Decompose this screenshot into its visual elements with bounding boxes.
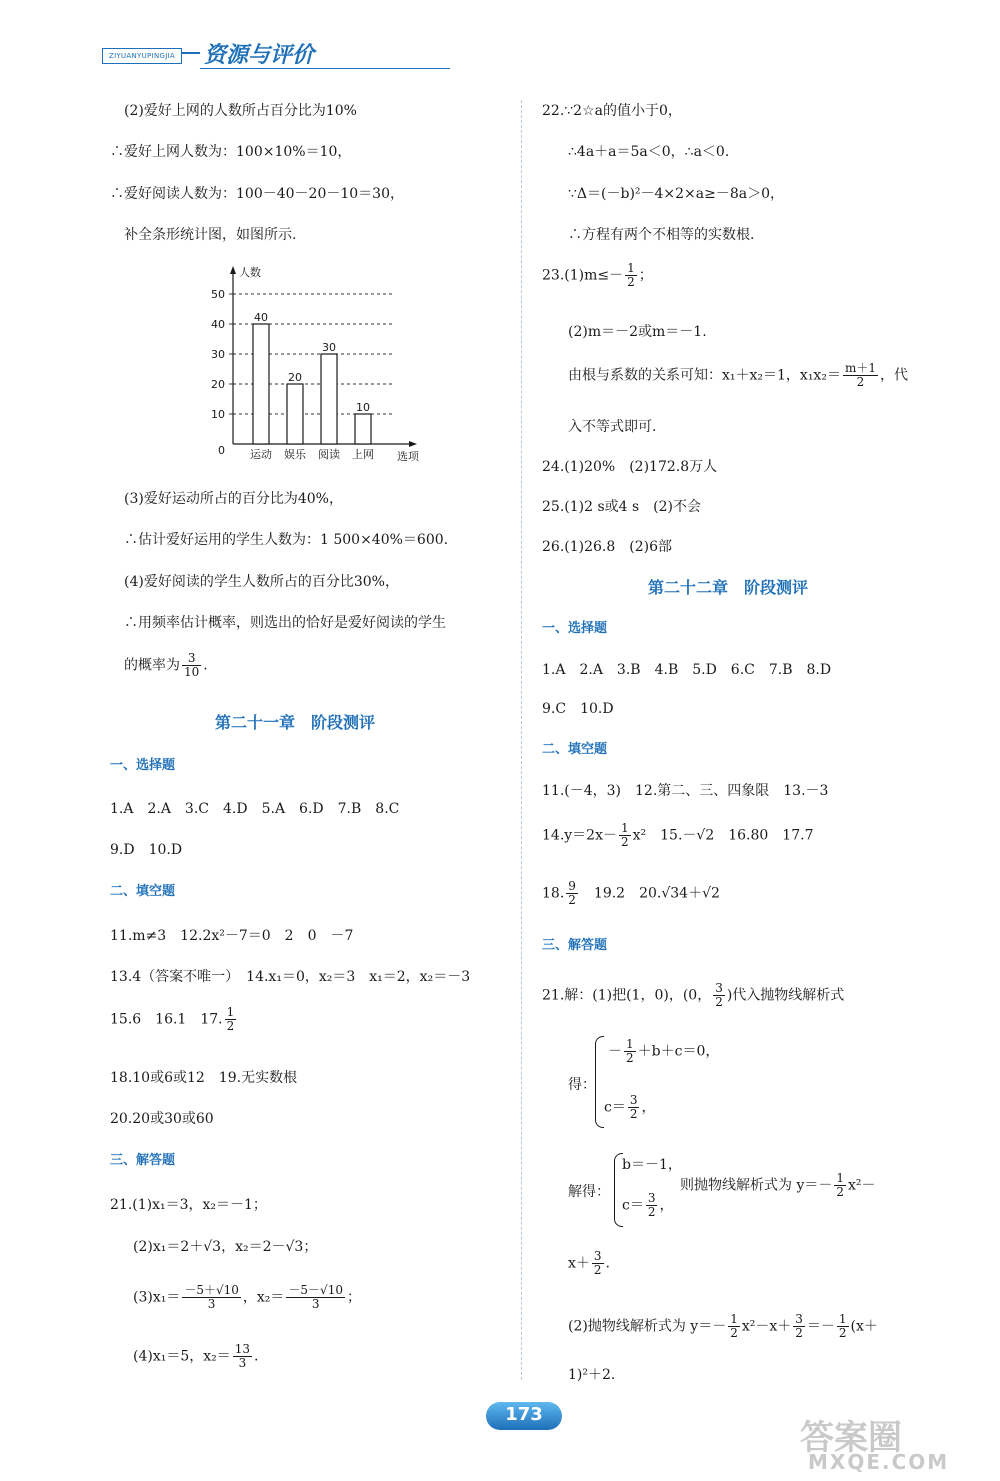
- frac-den: 2: [856, 375, 865, 390]
- frac-num: －5＋√10: [184, 1283, 239, 1297]
- prob-suffix: .: [203, 657, 208, 674]
- eq-suffix: ＋b＋c＝0，: [637, 1043, 720, 1060]
- frac-num: 9: [568, 879, 576, 893]
- header-tag: ZIYUANYUPINGJIA: [102, 48, 182, 64]
- section-choice: 一、选择题: [542, 621, 608, 636]
- probability-line: [124, 652, 208, 679]
- q2-suffix: (x＋: [850, 1318, 878, 1335]
- fraction: [625, 262, 637, 289]
- y-tick-label: 0: [218, 444, 225, 457]
- category-label: 娱乐: [284, 448, 306, 461]
- answer-line: 11.m≠3 12.2x²－7＝0 2 0 －7: [110, 928, 354, 944]
- fraction: [619, 822, 631, 849]
- frac-den: 2: [795, 1326, 803, 1341]
- section-choice: 一、选择题: [110, 758, 176, 773]
- data-label: 40: [254, 311, 268, 324]
- q4-suffix: .: [254, 1348, 259, 1365]
- frac-den: 3: [207, 1297, 216, 1312]
- header-title: 资源与评价: [204, 43, 315, 68]
- answer-line: ∴4a＋a＝5a＜0，∴a＜0.: [568, 144, 730, 160]
- text-line: ∴爱好上网人数为：100×10%＝10，: [110, 144, 352, 160]
- answer-line: [110, 1006, 238, 1033]
- q2-prefix: (2)抛物线解析式为 y＝－: [568, 1318, 727, 1335]
- page-number: 173: [505, 1404, 543, 1425]
- equation-line: [680, 1172, 876, 1199]
- answer-line: 1.A 2.A 3.B 4.B 5.D 6.C 7.B 8.D: [542, 662, 832, 678]
- text-line: (4)爱好阅读的学生人数所占的百分比30%，: [124, 574, 399, 590]
- frac-den: 2: [836, 1185, 844, 1200]
- fraction: [837, 1313, 849, 1340]
- equation-line: [604, 1094, 655, 1121]
- frac-den: 2: [627, 275, 635, 290]
- fraction: [628, 1094, 640, 1121]
- prob-prefix: 的概率为: [124, 657, 180, 674]
- answer-line: 26.(1)26.8 (2)6部: [542, 539, 673, 555]
- y-tick-label: 40: [211, 318, 225, 331]
- fraction: [566, 880, 578, 907]
- frac-num: 3: [629, 1093, 638, 1107]
- f2-prefix: 14.y＝2x－: [542, 827, 617, 844]
- answer-line: [542, 822, 813, 849]
- y-tick-label: 20: [211, 378, 225, 391]
- f3-prefix: 18.: [542, 885, 565, 902]
- eq-prefix: c＝: [622, 1197, 644, 1214]
- section-fill: 二、填空题: [110, 884, 176, 899]
- bar: [253, 324, 269, 444]
- q3-suffix: ；: [346, 1289, 361, 1306]
- answer-line: ∴方程有两个不相等的实数根.: [568, 227, 755, 243]
- fraction: [843, 362, 878, 389]
- watermark-logo: 答案圈: [800, 1418, 902, 1458]
- answer-line: [542, 262, 653, 289]
- equation-line: b＝－1，: [622, 1157, 682, 1173]
- fraction: [182, 652, 201, 679]
- answer-line: [568, 362, 908, 389]
- answer-line: 9.C 10.D: [542, 701, 614, 717]
- answer-line: [542, 880, 720, 907]
- frac-den: 2: [629, 1107, 638, 1122]
- y-axis-arrow-icon: [230, 266, 236, 274]
- frac-den: 2: [715, 995, 723, 1010]
- y-tick-label: 30: [211, 348, 225, 361]
- answer-line: [133, 1343, 259, 1370]
- fraction: [728, 1313, 740, 1340]
- frac-num: 1: [730, 1312, 738, 1326]
- q4-prefix: (4)x₁＝5，x₂＝: [133, 1348, 231, 1365]
- frac-den: 2: [730, 1326, 738, 1341]
- frac-den: 2: [593, 1263, 602, 1278]
- fraction: [233, 1343, 252, 1370]
- data-label: 30: [322, 341, 336, 354]
- q1-prefix: 21.解：(1)把(1，0)，(0，: [542, 987, 712, 1004]
- answer-line: 20.20或30或60: [110, 1111, 214, 1127]
- bar-chart: [205, 260, 425, 470]
- watermark-url: MXQE.COM: [808, 1450, 950, 1474]
- x-axis-arrow-icon: [409, 441, 417, 447]
- text-line: 补全条形统计图，如图所示.: [124, 227, 297, 243]
- y-axis-label: 人数: [239, 266, 261, 279]
- f2-suffix: x² 15.－√2 16.80 17.7: [632, 827, 814, 844]
- frac-num: 13: [234, 1342, 251, 1356]
- r5-suffix: ；: [638, 267, 653, 284]
- system-label: 解得：: [568, 1184, 610, 1200]
- frac-num: 1: [226, 1005, 235, 1019]
- text-line: ∴估计爱好运用的学生人数为：1 500×40%＝600.: [124, 532, 449, 548]
- header-arrow-icon: [182, 52, 200, 54]
- q3-mid: ，x₂＝: [242, 1289, 285, 1306]
- frac-den: 3: [238, 1356, 247, 1371]
- eq-prefix: x＋: [568, 1255, 590, 1272]
- section-solve: 三、解答题: [110, 1153, 176, 1168]
- answer-line: 21.(1)x₁＝3，x₂＝－1；: [110, 1197, 267, 1213]
- fraction: [182, 1284, 241, 1311]
- q3-prefix: (3)x₁＝: [133, 1289, 181, 1306]
- frac-den: 10: [184, 665, 200, 680]
- fraction: [286, 1284, 345, 1311]
- answer-line: 18.10或6或12 19.无实数根: [110, 1070, 298, 1086]
- section-fill: 二、填空题: [542, 742, 608, 757]
- fraction: [834, 1172, 846, 1199]
- page-header: [100, 38, 350, 70]
- text-line: ∴用频率估计概率，则选出的恰好是爱好阅读的学生: [124, 615, 446, 631]
- frac-den: 2: [226, 1019, 235, 1034]
- eq-suffix: ，: [641, 1099, 656, 1116]
- text-line: (2)爱好上网的人数所占百分比为10%: [124, 103, 357, 119]
- column-divider: [521, 100, 522, 1380]
- frac-den: 2: [568, 893, 576, 908]
- eq-prefix: c＝: [604, 1099, 626, 1116]
- f3-suffix: 19.2 20.√34＋√2: [579, 885, 720, 902]
- fraction: [225, 1006, 237, 1033]
- answer-line: 22.∵2☆a的值小于0，: [542, 103, 682, 119]
- equation-line: [568, 1250, 610, 1277]
- data-label: 10: [356, 401, 370, 414]
- frac-num: 1: [836, 1171, 844, 1185]
- frac-den: 2: [620, 835, 629, 850]
- answer-line: 9.D 10.D: [110, 842, 183, 858]
- answer-line: 入不等式即可.: [568, 419, 657, 435]
- fraction: [592, 1250, 604, 1277]
- section-solve: 三、解答题: [542, 938, 608, 953]
- frac-num: 1: [627, 261, 635, 275]
- frac-num: 1: [620, 821, 629, 835]
- bar: [355, 414, 371, 444]
- eq-prefix: 则抛物线解析式为 y＝－: [680, 1177, 833, 1194]
- frac-den: 3: [311, 1297, 320, 1312]
- x-axis-label: 选项: [397, 450, 419, 463]
- category-label: 上网: [352, 448, 374, 461]
- frac-den: 2: [647, 1205, 656, 1220]
- frac-num: 3: [182, 652, 201, 666]
- answer-line: [542, 982, 844, 1009]
- q2-mid2: ＝－: [806, 1318, 835, 1335]
- y-tick-label: 50: [211, 288, 225, 301]
- frac-num: －5－√10: [288, 1283, 343, 1297]
- frac-num: 3: [593, 1249, 602, 1263]
- equation-line: [608, 1038, 719, 1065]
- system-label: 得：: [568, 1077, 596, 1093]
- answer-line: 24.(1)20% (2)172.8万人: [542, 459, 718, 475]
- header-rule: [200, 68, 450, 69]
- category-label: 阅读: [318, 448, 340, 461]
- text-line: (3)爱好运动所占的百分比为40%，: [124, 491, 343, 507]
- chapter-22-title: 第二十二章 阶段测评: [648, 578, 809, 597]
- eq-suffix: ，: [659, 1197, 674, 1214]
- frac-num: 3: [795, 1312, 803, 1326]
- answer-line: (2)x₁＝2＋√3，x₂＝2－√3；: [133, 1239, 318, 1255]
- q1-suffix: )代入抛物线解析式: [726, 987, 845, 1004]
- frac-num: 1: [838, 1312, 847, 1326]
- r7-suffix: ，代: [879, 367, 908, 384]
- q2-mid: x²－x＋: [741, 1318, 792, 1335]
- f3-prefix: 15.6 16.1 17.: [110, 1011, 223, 1028]
- r7-prefix: 由根与系数的关系可知：x₁＋x₂＝1，x₁x₂＝: [568, 367, 841, 384]
- answer-line: 11.(－4，3) 12.第二、三、四象限 13.－3: [542, 783, 829, 799]
- text-line: ∴爱好阅读人数为：100－40－20－10＝30，: [110, 186, 404, 202]
- data-label: 20: [288, 371, 302, 384]
- bar: [321, 354, 337, 444]
- fraction: [624, 1038, 636, 1065]
- answer-line: 13.4（答案不唯一） 14.x₁＝0，x₂＝3 x₁＝2，x₂＝－3: [110, 969, 471, 985]
- answer-line: 1)²＋2.: [568, 1367, 616, 1383]
- frac-num: 1: [626, 1037, 634, 1051]
- answer-line: 25.(1)2 s或4 s (2)不会: [542, 499, 702, 515]
- chapter-21-title: 第二十一章 阶段测评: [215, 713, 376, 732]
- frac-num: 3: [715, 981, 723, 995]
- frac-num: 3: [647, 1191, 656, 1205]
- eq-suffix: .: [605, 1255, 610, 1272]
- fraction: [646, 1192, 658, 1219]
- bar: [287, 384, 303, 444]
- frac-num: m＋1: [844, 361, 876, 375]
- y-tick-label: 10: [211, 408, 225, 421]
- answer-line: (2)m＝－2或m＝－1.: [568, 324, 707, 340]
- answer-line: ∵Δ＝(－b)²－4×2×a≥－8a＞0，: [568, 186, 785, 202]
- answer-line: 1.A 2.A 3.C 4.D 5.A 6.D 7.B 8.C: [110, 801, 400, 817]
- fraction: [793, 1313, 805, 1340]
- answer-line: [133, 1284, 361, 1311]
- frac-den: 2: [626, 1051, 634, 1066]
- answer-line: [568, 1313, 878, 1340]
- equation-line: [622, 1192, 673, 1219]
- category-label: 运动: [250, 448, 272, 461]
- fraction: [713, 982, 725, 1009]
- r5-prefix: 23.(1)m≤－: [542, 267, 624, 284]
- frac-den: 2: [838, 1326, 847, 1341]
- eq-suffix: x²－: [848, 1177, 876, 1194]
- left-brace-icon: [595, 1036, 604, 1128]
- eq-prefix: －: [608, 1043, 622, 1060]
